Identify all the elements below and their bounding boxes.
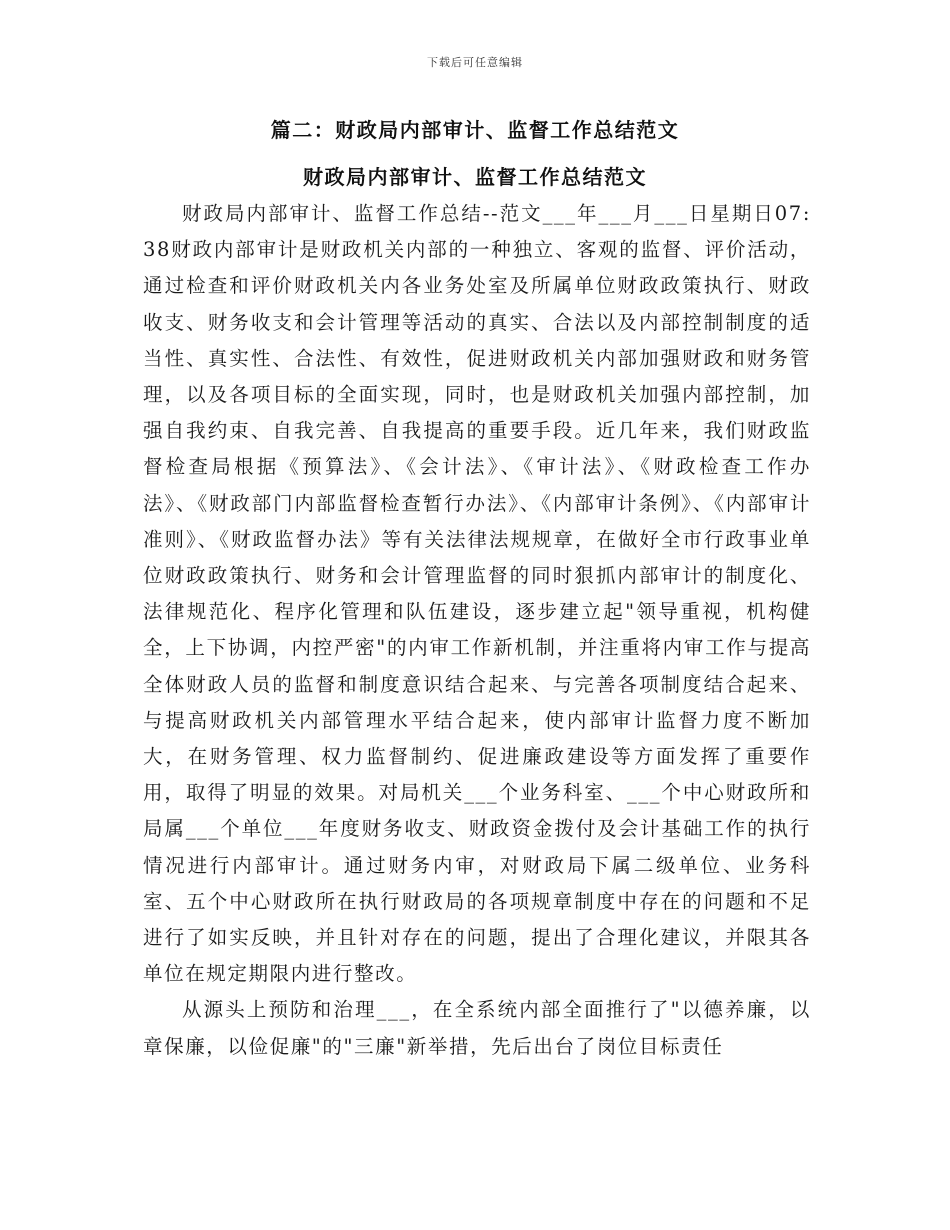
body-text xyxy=(143,196,811,1065)
document-subtitle: 财政局内部审计、监督工作总结范文 xyxy=(303,165,647,189)
header-note: 下载后可任意编辑 xyxy=(427,56,523,69)
paragraph: 财政局内部审计、监督工作总结--范文___年___月___日星期日07:38财政内部审计是财政机关内部的一种独立、客观的监督、评价活动，通过检查和评价财政机关内各业务处室及所属单位财政政策执行、财政收支、财务收支和会计管理等活动的真实、合法以及内部控制制度的适当性、真实性、合法性、有效性，促进财政机关内部加强财政和财务管理，以及各项目标的全面实现，同时，也是财政机关加强内部控制，加强自我约束、自我完善、自我提高的重要手段。近几年来，我们财政监督检查局根据《预算法》、《会计法》、《审计法》、《财政检查工作办法》、《财政部门内部监督检查暂行办法》、《内部审计条例》、《内部审计准则》、《财政监督办法》等有关法律法规规章，在做好全市行政事业单位财政政策执行、财务和会计管理监督的同时狠抓内部审计的制度化、法律规范化、程序化管理和队伍建设，逐步建立起"领导重视，机构健全，上下协调，内控严密"的内审工作新机制，并注重将内审工作与提高全体财政人员的监督和制度意识结合起来、与完善各项制度结合起来、与提高财政机关内部管理水平结合起来，使内部审计监督力度不断加大，在财务管理、权力监督制约、促进廉政建设等方面发挥了重要作用，取得了明显的效果。对局机关___个业务科室、___个中心财政所和局属___个单位___年度财务收支、财政资金拨付及会计基础工作的执行情况进行内部审计。通过财务内审，对财政局下属二级单位、业务科室、五个中心财政所在执行财政局的各项规章制度中存在的问题和不足进行了如实反映，并且针对存在的问题，提出了合理化建议，并限其各单位在规定期限内进行整改。 xyxy=(143,202,811,986)
paragraph: 从源头上预防和治理___，在全系统内部全面推行了"以德养廉，以章保廉，以俭促廉"的"三廉"新举措，先后出台了岗位目标责任 xyxy=(143,998,811,1058)
document-title: 篇二：财政局内部审计、监督工作总结范文 xyxy=(270,118,680,142)
